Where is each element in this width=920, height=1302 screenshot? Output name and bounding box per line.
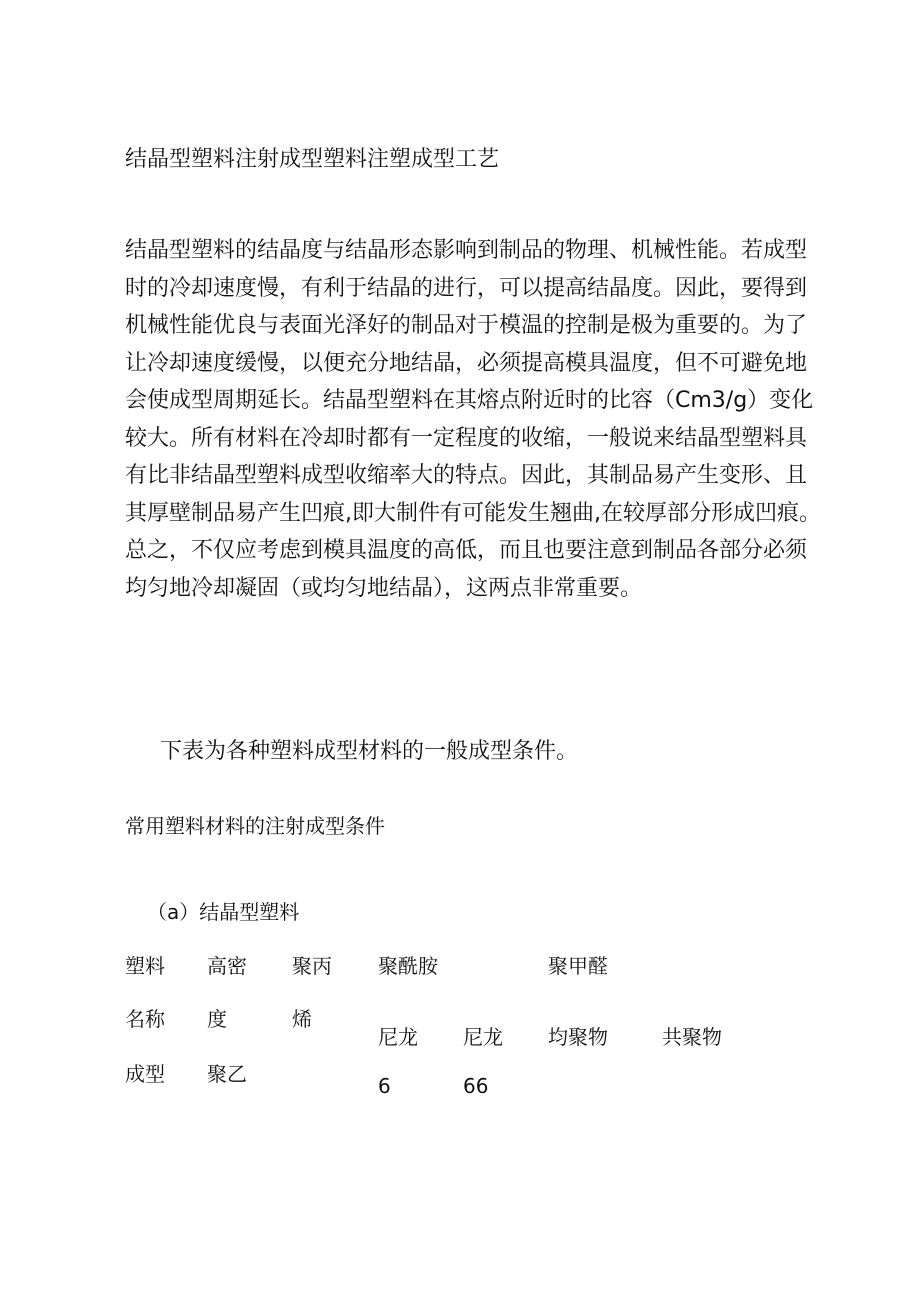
paragraph-line: 均匀地冷却凝固（或均匀地结晶），这两点非常重要。 — [125, 575, 643, 601]
table-title: 常用塑料材料的注射成型条件 — [125, 814, 385, 838]
table-header-polyoxymethylene: 聚甲醛 — [548, 954, 608, 978]
table-header-polyamide: 聚酰胺 — [378, 954, 438, 978]
table-cell-nylon66: 66 — [463, 1074, 489, 1098]
table-cell-pp: 烯 — [292, 1007, 312, 1031]
paragraph-line: 让冷却速度缓慢，以便充分地结晶，必须提高模具温度，但不可避免地 — [125, 350, 808, 376]
paragraph-line: 其厚壁制品易产生凹痕,即大制件有可能发生翘曲,在较厚部分形成凹痕。 — [125, 500, 821, 526]
table-cell-nylon66: 尼龙 — [463, 1025, 503, 1049]
table-cell-row-header: 塑料 — [125, 954, 165, 978]
paragraph-line: 时的冷却速度慢，有利于结晶的进行，可以提高结晶度。因此，要得到 — [125, 275, 808, 301]
table-cell-homopolymer: 均聚物 — [548, 1025, 608, 1049]
section-label: （a）结晶型塑料 — [147, 900, 300, 924]
paragraph-line: 机械性能优良与表面光泽好的制品对于模温的控制是极为重要的。为了 — [125, 313, 808, 338]
table-cell-nylon6: 6 — [378, 1074, 391, 1098]
table-cell-pp: 聚丙 — [292, 954, 332, 978]
paragraph-line: 有比非结晶型塑料成型收缩率大的特点。因此，其制品易产生变形、且 — [125, 463, 808, 488]
table-cell-hdpe: 度 — [207, 1007, 227, 1031]
paragraph-line: 较大。所有材料在冷却时都有一定程度的收缩，一般说来结晶型塑料具 — [125, 425, 808, 451]
paragraph-line: 会使成型周期延长。结晶型塑料在其熔点附近时的比容（Cm3/g）变化 — [125, 388, 814, 413]
paragraph-line: 总之，不仅应考虑到模具温度的高低，而且也要注意到制品各部分必须 — [125, 538, 808, 563]
table-cell-nylon6: 尼龙 — [378, 1025, 418, 1049]
body-paragraph — [125, 232, 821, 607]
paragraph-line: 结晶型塑料的结晶度与结晶形态影响到制品的物理、机械性能。若成型 — [125, 238, 808, 263]
table-cell-row-header: 成型 — [125, 1062, 165, 1086]
table-intro: 下表为各种塑料成型材料的一般成型条件。 — [160, 739, 579, 764]
table-cell-row-header: 名称 — [125, 1007, 165, 1031]
table-cell-copolymer: 共聚物 — [662, 1025, 722, 1049]
table-cell-hdpe: 高密 — [207, 954, 247, 978]
table-cell-hdpe: 聚乙 — [207, 1062, 247, 1086]
document-title: 结晶型塑料注射成型塑料注塑成型工艺 — [125, 147, 500, 172]
